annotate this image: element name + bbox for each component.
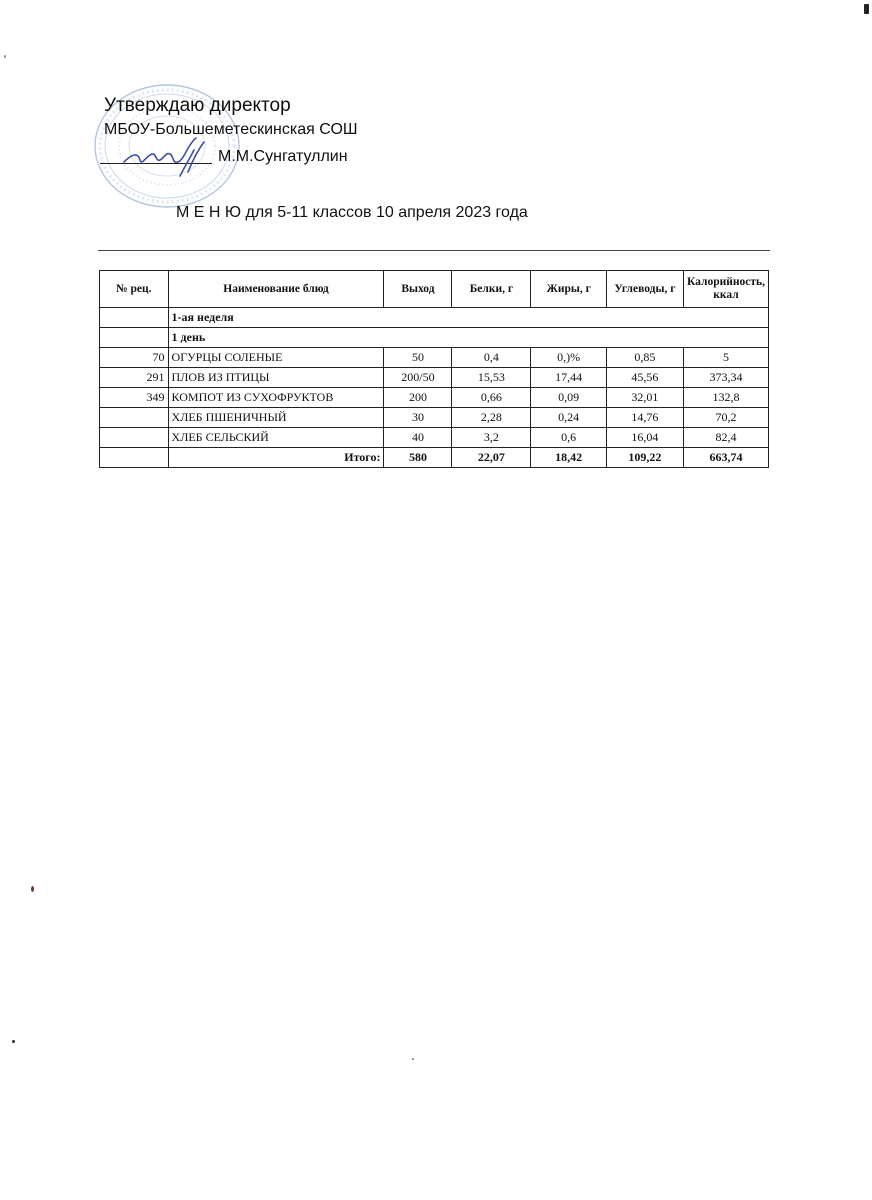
dish-name: ХЛЕБ СЕЛЬСКИЙ <box>168 428 384 448</box>
approval-organization: МБОУ-Большеметескинская СОШ <box>104 121 358 138</box>
carbs: 14,76 <box>606 408 683 428</box>
header-carbs: Углеводы, г <box>606 271 683 308</box>
header-dish-name: Наименование блюд <box>168 271 384 308</box>
recipe-number: 349 <box>100 388 169 408</box>
approval-title: Утверждаю директор <box>104 95 291 116</box>
handwritten-signature-icon <box>118 132 218 184</box>
day-row <box>100 328 769 348</box>
dish-name: ОГУРЦЫ СОЛЕНЫЕ <box>168 348 384 368</box>
protein: 15,53 <box>452 368 531 388</box>
calories: 70,2 <box>683 408 768 428</box>
carbs: 16,04 <box>606 428 683 448</box>
table-header-row <box>100 271 769 308</box>
carbs: 0,85 <box>606 348 683 368</box>
day-empty-cell <box>100 328 169 348</box>
fat: 0,09 <box>531 388 606 408</box>
week-row <box>100 308 769 328</box>
table-row <box>100 348 769 368</box>
total-carbs: 109,22 <box>606 448 683 468</box>
scan-speck <box>31 886 34 892</box>
scan-speck <box>412 1058 414 1060</box>
table-row <box>100 388 769 408</box>
table-row <box>100 368 769 388</box>
scan-speck <box>4 55 6 58</box>
calories: 373,34 <box>683 368 768 388</box>
fat: 0,6 <box>531 428 606 448</box>
table-row <box>100 408 769 428</box>
recipe-number: 70 <box>100 348 169 368</box>
protein: 2,28 <box>452 408 531 428</box>
total-protein: 22,07 <box>452 448 531 468</box>
header-portion: Выход <box>384 271 452 308</box>
menu-table <box>99 270 769 468</box>
portion: 30 <box>384 408 452 428</box>
portion: 200 <box>384 388 452 408</box>
calories: 82,4 <box>683 428 768 448</box>
table-row <box>100 428 769 448</box>
header-recipe-number: № рец. <box>100 271 169 308</box>
week-empty-cell <box>100 308 169 328</box>
fat: 0,24 <box>531 408 606 428</box>
fat: 0,)% <box>531 348 606 368</box>
total-empty-cell <box>100 448 169 468</box>
total-portion: 580 <box>384 448 452 468</box>
header-fat: Жиры, г <box>531 271 606 308</box>
portion: 50 <box>384 348 452 368</box>
week-label: 1-ая неделя <box>168 308 768 328</box>
scan-speck <box>12 1040 15 1043</box>
portion: 40 <box>384 428 452 448</box>
dish-name: КОМПОТ ИЗ СУХОФРУКТОВ <box>168 388 384 408</box>
calories: 132,8 <box>683 388 768 408</box>
portion: 200/50 <box>384 368 452 388</box>
total-calories: 663,74 <box>683 448 768 468</box>
scan-speck <box>864 4 869 14</box>
carbs: 45,56 <box>606 368 683 388</box>
total-label: Итого: <box>168 448 384 468</box>
recipe-number <box>100 408 169 428</box>
day-label: 1 день <box>168 328 768 348</box>
dish-name: ХЛЕБ ПШЕНИЧНЫЙ <box>168 408 384 428</box>
menu-title: М Е Н Ю для 5-11 классов 10 апреля 2023 года <box>176 204 528 221</box>
total-row <box>100 448 769 468</box>
header-protein: Белки, г <box>452 271 531 308</box>
protein: 0,4 <box>452 348 531 368</box>
recipe-number: 291 <box>100 368 169 388</box>
recipe-number <box>100 428 169 448</box>
calories: 5 <box>683 348 768 368</box>
carbs: 32,01 <box>606 388 683 408</box>
title-underline <box>98 250 770 251</box>
fat: 17,44 <box>531 368 606 388</box>
total-fat: 18,42 <box>531 448 606 468</box>
director-name: М.М.Сунгатуллин <box>218 148 348 165</box>
protein: 3,2 <box>452 428 531 448</box>
protein: 0,66 <box>452 388 531 408</box>
header-calories: Калорийность, ккал <box>683 271 768 308</box>
dish-name: ПЛОВ ИЗ ПТИЦЫ <box>168 368 384 388</box>
